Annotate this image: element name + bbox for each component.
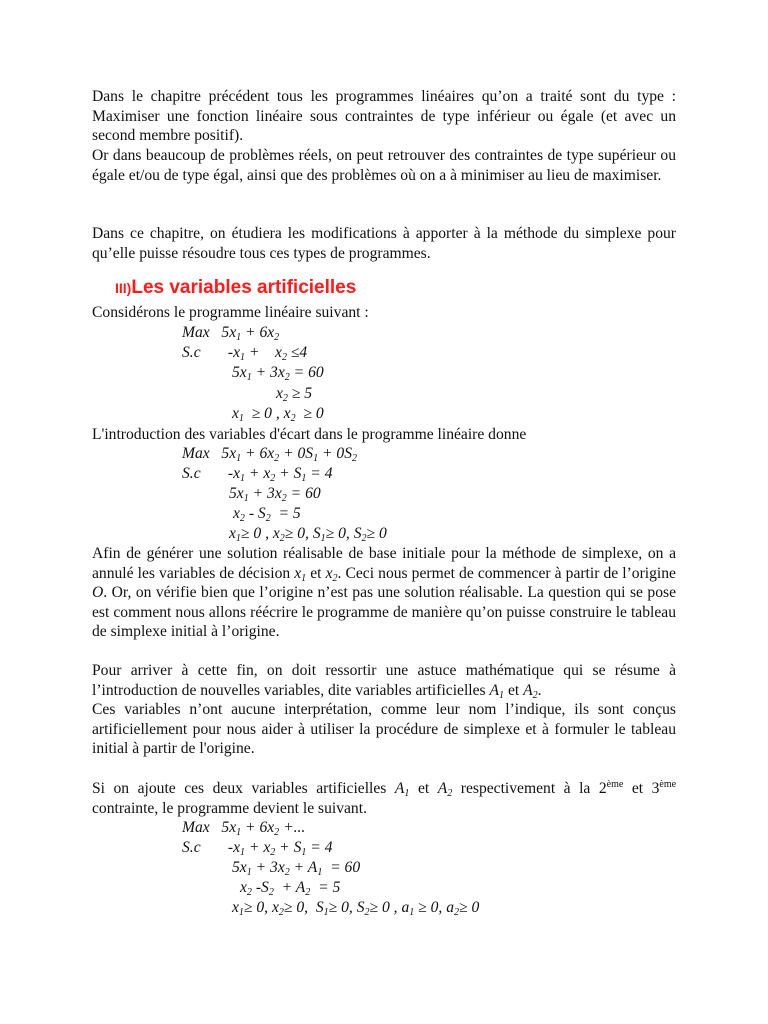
constraint-line: $5x_1 + 3x_2 = 60$ bbox=[232, 364, 324, 383]
explanation-paragraph-4: Si on ajoute ces deux variables artificielles $A_1$ et $A_2$ respectivement à la 2ème et 3ème contrainte, le programme devient le suivant. bbox=[92, 779, 677, 817]
objective-line: Max $5x_1 + 6x_2$ +... bbox=[182, 819, 306, 838]
constraint-line: $x_1\ge 0$, $x_2\ge 0$, $S_1\ge 0$, $S_2\ge 0$ , $a_1 \ge 0$, $a_2\ge 0$ bbox=[232, 899, 480, 918]
constraint-line: $x_1\ge 0$ , $x_2\ge 0$, $S_1\ge 0$, $S_2\ge 0$ bbox=[229, 525, 387, 544]
constraint-line: S.c $-x_1$ + $x_2 \le 4$ bbox=[182, 344, 308, 363]
objective-line: Max $5x_1 + 6x_2$ bbox=[182, 324, 280, 343]
explanation-paragraph-2: Pour arriver à cette fin, on doit ressortir une astuce mathématique qui se résume à l’introduction de nouvelles variables, dite variables artificielles $A_1$ et $A_2$. bbox=[92, 662, 676, 701]
program-intro-text: Considérons le programme linéaire suivant : bbox=[92, 304, 369, 321]
section-number: III) bbox=[115, 280, 132, 296]
explanation-paragraph-1: Afin de générer une solution réalisable de base initiale pour la méthode de simplexe, on a annulé les variables de décision $x_1$ et $x_2$. Ceci nous permet de commencer à partir de l’origine O. Or, on vérifie bien que l’origine n’est pas une solution réalisable. La question qui se pose est comment nous allons réécrire le programme de manière qu’on puisse construire le tableau de simplexe initial à l’origine. bbox=[92, 545, 676, 640]
intro-paragraph-2: Or dans beaucoup de problèmes réels, on peut retrouver des contraintes de type supérieur ou égale et/ou de type égal, ainsi que des problèmes où on a à minimiser au lieu de maximiser. bbox=[92, 147, 676, 184]
constraint-line: $x_2 - S_2 = 5$ bbox=[233, 505, 301, 524]
slack-intro-text: L'introduction des variables d'écart dans le programme linéaire donne bbox=[92, 426, 527, 443]
constraint-line: $x_2$ $-S_2 + A_2 = 5$ bbox=[240, 879, 341, 898]
constraint-line: $x_1 \ge 0$ , $x_2 \ge 0$ bbox=[232, 405, 324, 424]
objective-line: Max $5x_1 + 6x_2 + 0S_1 + 0S_2$ bbox=[182, 445, 358, 464]
constraint-line: $5x_1 + 3x_2 + A_1 = 60$ bbox=[232, 859, 361, 878]
constraint-line: S.c $-x_1 + x_2 + S_1 = 4$ bbox=[182, 839, 333, 858]
constraint-line: $5x_1 + 3x_2 = 60$ bbox=[229, 485, 321, 504]
constraint-line: $x_2 \ge 5$ bbox=[276, 385, 313, 404]
intro-paragraph-3: Dans ce chapitre, on étudiera les modifications à apporter à la méthode du simplexe pour qu’elle puisse résoudre tous ces types de programmes. bbox=[92, 225, 676, 262]
intro-paragraph-1: Dans le chapitre précédent tous les programmes linéaires qu’on a traité sont du type : Maximiser une fonction linéaire sous contraintes de type inférieur ou égale (et avec un second membre positif). bbox=[92, 88, 676, 144]
section-heading bbox=[115, 276, 356, 300]
explanation-paragraph-3: Ces variables n’ont aucune interprétation, comme leur nom l’indique, ils sont conçus artificiellement pour nous aider à utiliser la procédure de simplexe et à formuler le tableau initial à partir de l'origine. bbox=[92, 701, 676, 757]
section-title: Les variables artificielles bbox=[131, 277, 357, 298]
constraint-line: S.c $-x_1 + x_2 + S_1 = 4$ bbox=[182, 465, 333, 484]
